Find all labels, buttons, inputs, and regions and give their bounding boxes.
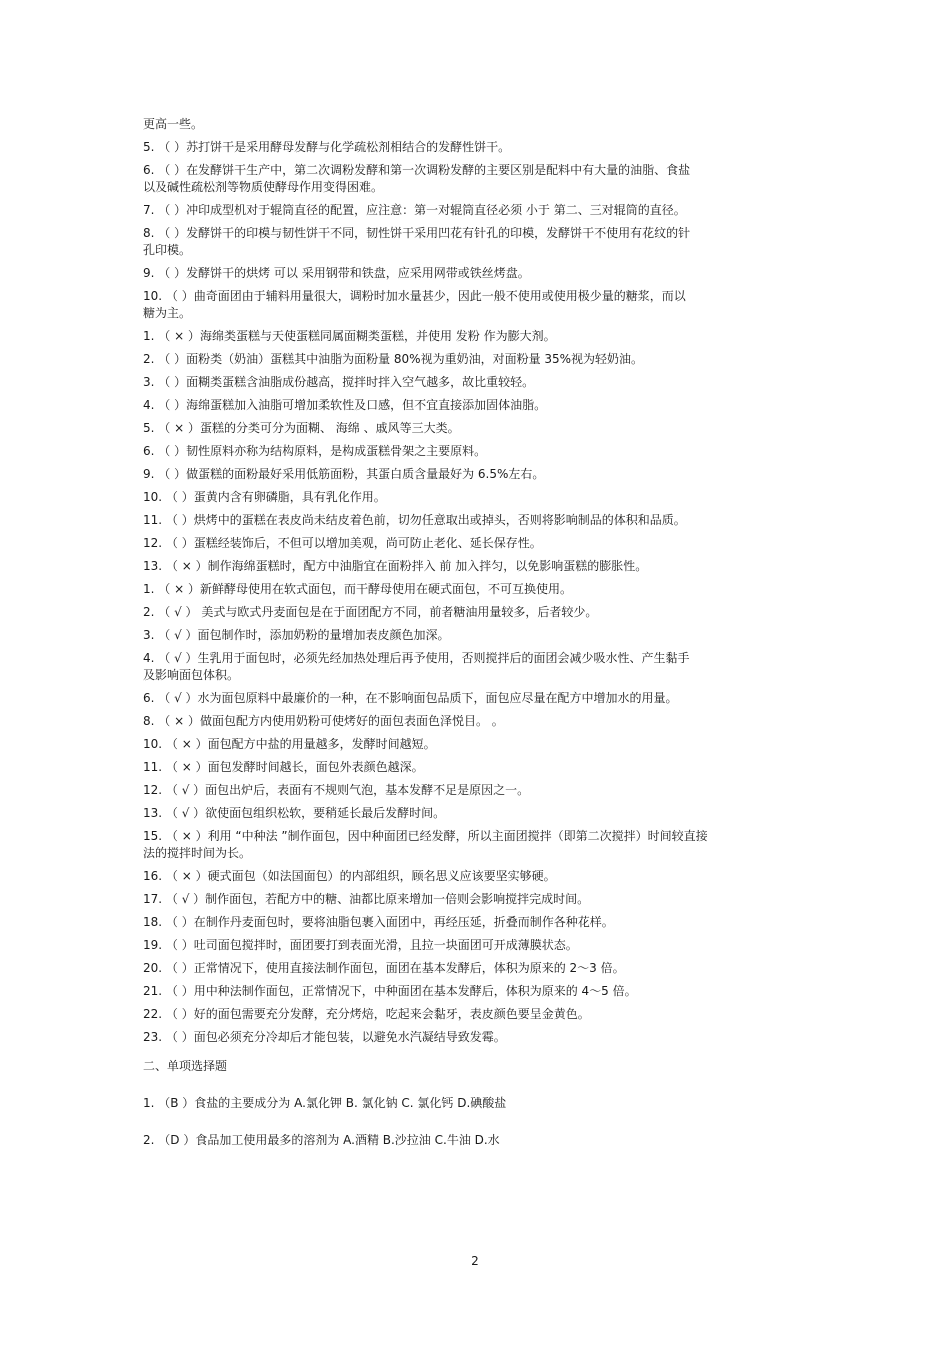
question-line: 11. （ × ）面包发酵时间越长，面包外表颜色越深。 [143,760,424,774]
question-line: 10. （ × ）面包配方中盐的用量越多，发酵时间越短。 [143,737,436,751]
question-line: 5. （ ）苏打饼干是采用酵母发酵与化学疏松剂相结合的发酵性饼干。 [143,140,511,154]
question-line: 13. （ √ ）欲使面包组织松软，要稍延长最后发酵时间。 [143,806,446,820]
question-line: 12. （ √ ）面包出炉后，表面有不规则气泡，基本发酵不足是原因之一。 [143,783,530,797]
question-line: 3. （ ）面糊类蛋糕含油脂成份越高，搅拌时拌入空气越多，故比重较轻。 [143,375,535,389]
page-number: 2 [471,1254,479,1268]
question-line: 4. （ ）海绵蛋糕加入油脂可增加柔软性及口感，但不宜直接添加固体油脂。 [143,398,547,412]
question-line: 6. （ √ ）水为面包原料中最廉价的一种，在不影响面包品质下，面包应尽量在配方中增加水的用量。 [143,691,678,705]
question-continuation: 以及碱性疏松剂等物质使酵母作用变得困难。 [143,180,384,194]
question-line: 20. （ ）正常情况下，使用直接法制作面包，面团在基本发酵后，体积为原来的 2～3 倍。 [143,961,625,975]
section-title: 二、单项选择题 [143,1059,228,1073]
question-line: 6. （ ）在发酵饼干生产中，第二次调粉发酵和第一次调粉发酵的主要区别是配料中有大量的油脂、食盐 [143,163,691,177]
question-line: 8. （ ）发酵饼干的印模与韧性饼干不同，韧性饼干采用凹花有针孔的印模，发酵饼干不使用有花纹的针 [143,226,691,240]
question-line: 11. （ ）烘烤中的蛋糕在表皮尚未结皮着色前，切勿任意取出或掉头，否则将影响制品的体积和品质。 [143,513,686,527]
question-line: 23. （ ）面包必须充分冷却后才能包装，以避免水汽凝结导致发霉。 [143,1030,506,1044]
question-line: 9. （ ）发酵饼干的烘烤 可以 采用钢带和铁盘，应采用网带或铁丝烤盘。 [143,266,530,280]
question-continuation: 孔印模。 [143,243,192,257]
choice-question: 1. （B ）食盐的主要成分为 A.氯化钾 B. 氯化钠 C. 氯化钙 D.碘酸盐 [143,1096,507,1110]
question-continuation: 及影响面包体积。 [143,668,240,682]
question-line: 16. （ × ）硬式面包（如法国面包）的内部组织，顾名思义应该要坚实够硬。 [143,869,556,883]
question-line: 19. （ ）吐司面包搅拌时，面团要打到表面光滑，且拉一块面团可开成薄膜状态。 [143,938,578,952]
question-line: 12. （ ）蛋糕经装饰后，不但可以增加美观，尚可防止老化、延长保存性。 [143,536,542,550]
question-continuation: 法的搅拌时间为长。 [143,846,252,860]
question-line: 3. （ √ ）面包制作时，添加奶粉的量增加表皮颜色加深。 [143,628,450,642]
question-line: 2. （ ）面粉类（奶油）蛋糕其中油脂为面粉量 80%视为重奶油，对面粉量 35%视为轻奶油。 [143,352,644,366]
question-line: 17. （ √ ）制作面包，若配方中的糖、油都比原来增加一倍则会影响搅拌完成时间。 [143,892,590,906]
text-line: 更高一些。 [143,117,204,131]
question-line: 18. （ ）在制作丹麦面包时，要将油脂包裹入面团中，再经压延，折叠而制作各种花样。 [143,915,614,929]
question-line: 7. （ ）冲印成型机对于辊筒直径的配置，应注意：第一对辊筒直径必须 小于 第二、三对辊筒的直径。 [143,203,686,217]
question-line: 4. （ √ ）生乳用于面包时，必须先经加热处理后再予使用，否则搅拌后的面团会减少吸水性、产生黏手 [143,651,690,665]
question-line: 9. （ ）做蛋糕的面粉最好采用低筋面粉，其蛋白质含量最好为 6.5%左右。 [143,467,545,481]
question-line: 1. （ × ）海绵类蛋糕与天使蛋糕同属面糊类蛋糕，并使用 发粉 作为膨大剂。 [143,329,556,343]
page-content [143,116,803,1149]
question-line: 22. （ ）好的面包需要充分发酵，充分烤焙，吃起来会黏牙，表皮颜色要呈金黄色。 [143,1007,590,1021]
question-line: 6. （ ）韧性原料亦称为结构原料，是构成蛋糕骨架之主要原料。 [143,444,487,458]
question-line: 1. （ × ）新鲜酵母使用在软式面包，而干酵母使用在硬式面包，不可互换使用。 [143,582,572,596]
choice-question: 2. （D ）食品加工使用最多的溶剂为 A.酒精 B.沙拉油 C.牛油 D.水 [143,1133,500,1147]
question-line: 8. （ × ）做面包配方内使用奶粉可使烤好的面包表面色泽悦目。 。 [143,714,504,728]
question-line: 2. （ √ ） 美式与欧式丹麦面包是在于面团配方不同，前者糖油用量较多，后者较少。 [143,605,598,619]
question-line: 5. （ × ）蛋糕的分类可分为面糊、 海绵 、戚风等三大类。 [143,421,460,435]
question-line: 13. （ × ）制作海绵蛋糕时，配方中油脂宜在面粉拌入 前 加入拌匀，以免影响蛋糕的膨胀性。 [143,559,648,573]
question-line: 10. （ ）蛋黄内含有卵磷脂，具有乳化作用。 [143,490,386,504]
question-line: 21. （ ）用中种法制作面包，正常情况下，中种面团在基本发酵后，体积为原来的 4～5 倍。 [143,984,637,998]
question-line: 15. （ × ）利用 “中种法 ”制作面包，因中种面团已经发酵，所以主面团搅拌（即第二次搅拌）时间较直接 [143,829,708,843]
question-continuation: 糖为主。 [143,306,192,320]
question-line: 10. （ ）曲奇面团由于辅料用量很大，调粉时加水量甚少，因此一般不使用或使用极少量的糖浆，而以 [143,289,686,303]
